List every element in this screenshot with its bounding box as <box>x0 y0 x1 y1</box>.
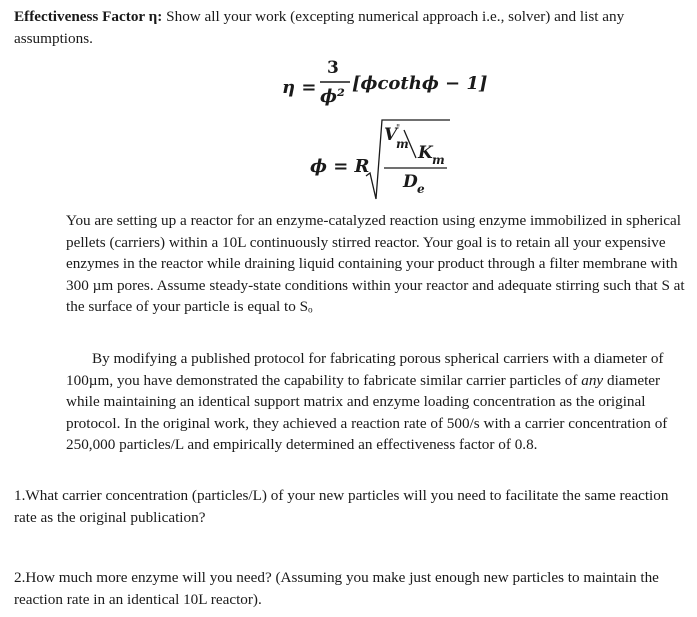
vm-superscript: " <box>396 124 401 134</box>
de-subscript: e <box>417 182 425 196</box>
vm-symbol: V <box>384 125 398 145</box>
eta-numerator: 3 <box>327 58 339 78</box>
vm-subscript: m <box>396 137 409 151</box>
heading-title: Effectiveness Factor η: <box>14 8 163 25</box>
eta-denominator: ϕ² <box>320 86 345 107</box>
protocol-text-after: diameter while maintaining an identical support matrix and enzyme loading concentration as the original protocol. In the original work, they achieved a reaction rate of 500/s with a carrier concentration of 250,000 particles/L and empirically determined an effectiveness factor of 0.8. <box>66 371 668 453</box>
protocol-text-before: By modifying a published protocol for fabricating porous spherical carriers with a diameter of 100µm, you have demonstrated the capability to fabricate similar carrier particles of <box>66 350 664 389</box>
de-symbol: D <box>403 172 418 192</box>
eta-rhs: [ϕcothϕ − 1] <box>352 73 488 94</box>
km-subscript: m <box>432 153 445 167</box>
question-2: 2.How much more enzyme will you need? (Assuming you make just enough new particles to maintain the reaction rate in an identical 10L reactor). <box>14 569 659 608</box>
km-symbol: K <box>418 143 433 163</box>
protocol-paragraph <box>66 348 688 456</box>
setup-paragraph: You are setting up a reactor for an enzyme-catalyzed reaction using enzyme immobilized in spherical pellets (carriers) within a 10L continuously stirred reactor. Your goal is to retain all your expensive enzymes in the reactor while draining liquid containing your product through a filter membrane with 300 µm pores. Assume steady-state conditions within your reactor and adequate stirring such that S at the surface of your particle is equal to Sₒ <box>66 212 685 315</box>
protocol-italic-word: any <box>581 371 604 389</box>
question-1: 1.What carrier concentration (particles/L) of your new particles will you need to facilitate the same reaction rate as the original publication? <box>14 487 669 526</box>
phi-equation <box>300 116 460 204</box>
heading <box>14 6 686 49</box>
eta-equation <box>270 58 490 114</box>
phi-lhs: ϕ = R <box>310 156 370 177</box>
eta-lhs: η = <box>282 77 317 98</box>
heading-instructions: Show all your work (excepting numerical approach i.e., solver) and list any assumptions. <box>14 8 625 47</box>
